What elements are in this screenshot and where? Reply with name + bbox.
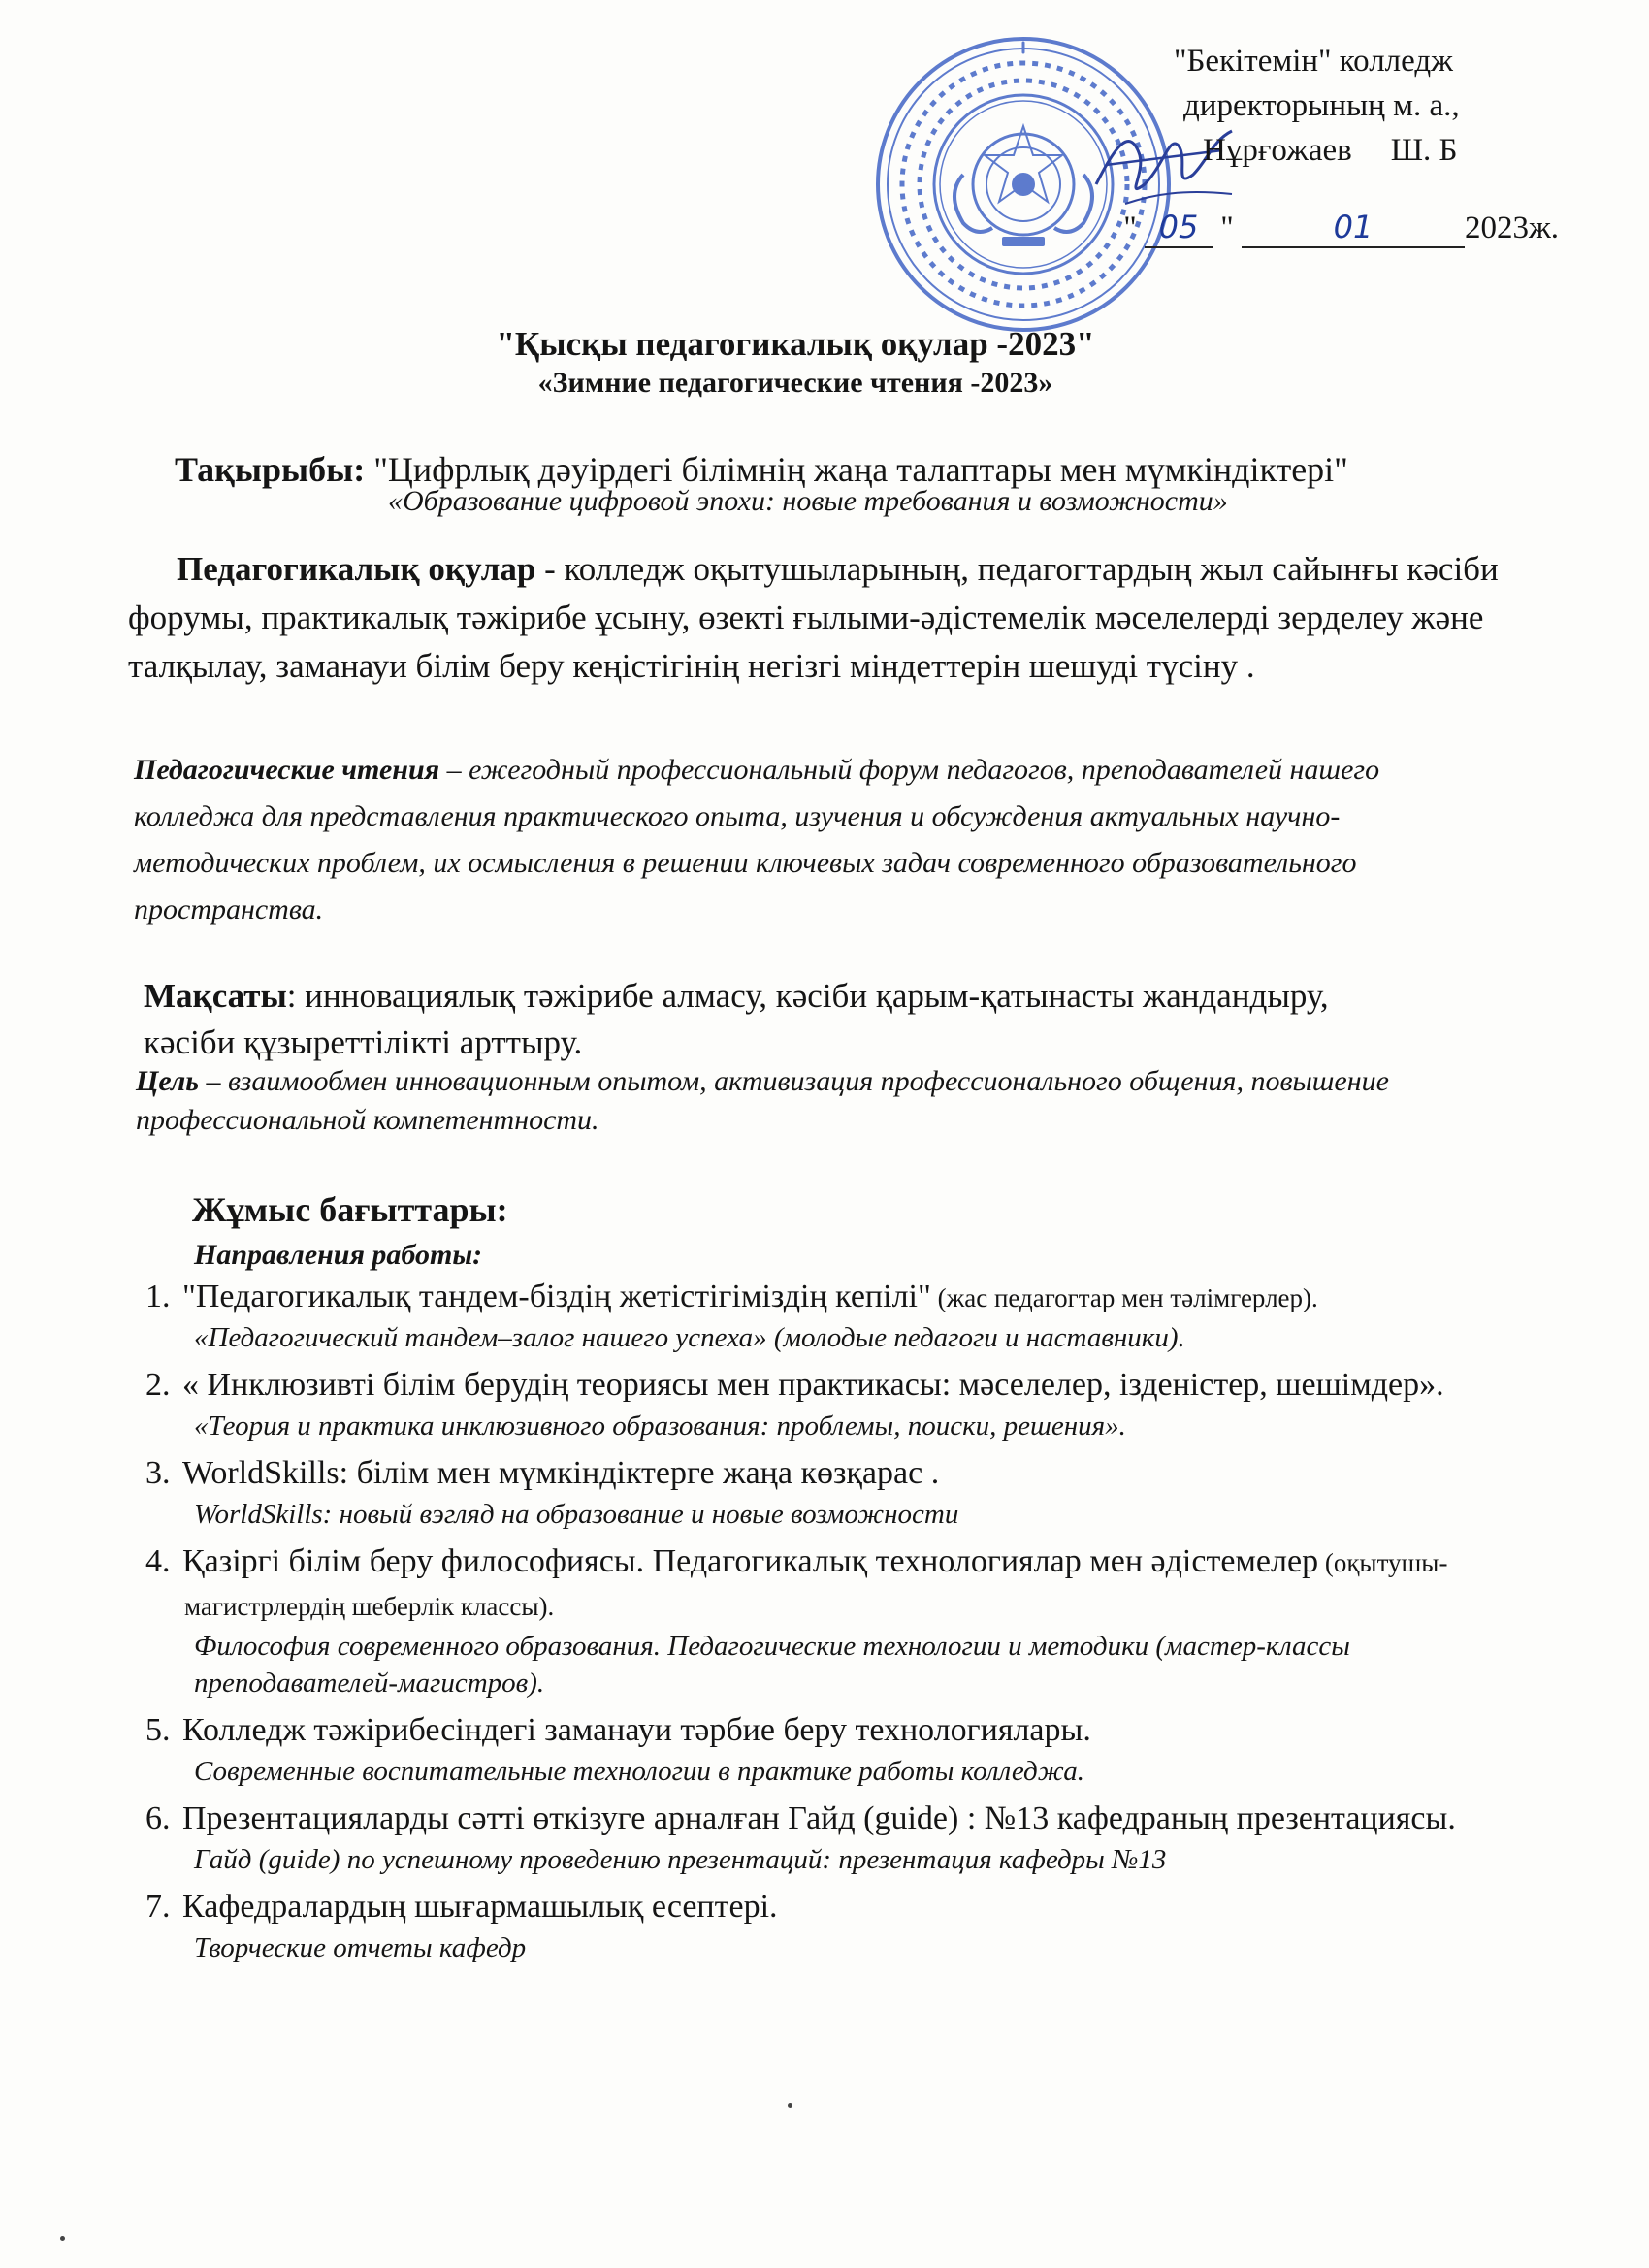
readings-label-russian: Педагогические чтения xyxy=(134,754,440,786)
directions-heading-kazakh: Жұмыс бағыттары: xyxy=(192,1190,508,1229)
direction-item xyxy=(146,1452,1523,1533)
direction-number: 4. xyxy=(146,1543,171,1579)
direction-kazakh xyxy=(146,1886,1523,1929)
direction-russian: Гайд (guide) по успешному проведению презентаций: презентация кафедры №13 xyxy=(194,1844,1167,1875)
directions-heading-russian: Направления работы: xyxy=(194,1239,483,1271)
direction-text-kazakh: "Педагогикалық тандем-біздің жетістігіміздің кепілі" xyxy=(182,1279,931,1314)
direction-text-kazakh: Колледж тәжірибесіндегі заманауи тәрбие беру технологиялары. xyxy=(182,1712,1091,1748)
readings-text-russian: – ежегодный профессиональный форум педагогов, преподавателей нашего колледжа для представления практического опыта, изучения и обсуждения актуальных научно-методических проблем, их осмысления в решении ключевых задач современного образовательного пространства. xyxy=(134,754,1380,925)
direction-item xyxy=(146,1364,1523,1444)
approval-line-3 xyxy=(1203,128,1620,173)
goal-label-russian: Цель xyxy=(136,1065,200,1097)
direction-russian: Творческие отчеты кафедр xyxy=(194,1932,527,1963)
topic-kazakh xyxy=(175,449,1348,490)
readings-text-kazakh: - колледж оқытушыларының, педагогтардың жыл сайынғы кәсіби форумы, практикалық тәжірибе ұсыну, өзекті ғылыми-әдістемелік мәселелерді зерделеу және талқылау, заманауи білім беру кеңістігінің негізгі міндеттерін шешуді түсіну . xyxy=(128,550,1499,685)
date-day: 05 xyxy=(1145,208,1212,248)
date-quote-open: " xyxy=(1123,211,1137,245)
direction-number: 2. xyxy=(146,1367,171,1403)
title-russian: «Зимние педагогические чтения -2023» xyxy=(537,367,1053,399)
direction-kazakh xyxy=(146,1709,1523,1753)
direction-number: 1. xyxy=(146,1279,171,1314)
direction-number: 7. xyxy=(146,1889,171,1925)
direction-text-kazakh: « Инклюзивті білім берудің теориясы мен практикасы: мәселелер, ізденістер, шешімдер». xyxy=(182,1367,1444,1403)
direction-russian: WorldSkills: новый вэгляд на образование и новые возможности xyxy=(194,1499,959,1530)
direction-item xyxy=(146,1540,1523,1701)
topic-label: Тақырыбы: xyxy=(175,450,366,489)
direction-russian: «Педагогический тандем–залог нашего успеха» (молодые педагоги и наставники). xyxy=(194,1322,1185,1353)
readings-label-kazakh: Педагогикалық оқулар xyxy=(177,550,536,588)
directions-list xyxy=(146,1276,1523,1974)
direction-number: 6. xyxy=(146,1800,171,1836)
direction-item xyxy=(146,1886,1523,1966)
readings-definition-russian xyxy=(134,747,1443,933)
direction-kazakh xyxy=(146,1540,1523,1628)
direction-kazakh xyxy=(146,1364,1523,1408)
readings-definition-kazakh xyxy=(128,545,1505,691)
direction-note-kazakh: (жас педагогтар мен тәлімгерлер). xyxy=(930,1283,1318,1312)
direction-russian: Современные воспитательные технологии в практике работы колледжа. xyxy=(194,1756,1085,1787)
direction-item xyxy=(146,1798,1523,1878)
direction-kazakh xyxy=(146,1798,1523,1841)
direction-text-kazakh: Қазіргі білім беру философиясы. Педагогикалық технологиялар мен әдістемелер xyxy=(182,1543,1319,1579)
approval-date xyxy=(1116,206,1620,250)
direction-text-kazakh: Кафедралардың шығармашылық есептері. xyxy=(182,1889,778,1925)
goal-text-kazakh: : инновациялық тәжірибе алмасу, кәсіби қарым-қатынасты жандандыру, кәсіби құзыреттілікті арттыру. xyxy=(144,977,1329,1061)
direction-item xyxy=(146,1276,1523,1356)
date-month: 01 xyxy=(1242,208,1465,248)
direction-text-kazakh: WorldSkills: білім мен мүмкіндіктерге жаңа көзқарас . xyxy=(182,1455,940,1491)
scan-speck xyxy=(60,2236,65,2241)
goal-label-kazakh: Мақсаты xyxy=(144,977,287,1015)
approval-block xyxy=(1116,39,1620,250)
goal-text-russian: – взаимообмен инновационным опытом, активизация профессионального общения, повышение профессиональной компетентности. xyxy=(136,1065,1389,1136)
direction-text-kazakh: Презентацияларды сәтті өткізуге арналған Гайд (guide) : №13 кафедраның презентациясы. xyxy=(182,1800,1456,1836)
direction-number: 3. xyxy=(146,1455,171,1491)
scan-speck xyxy=(788,2103,792,2108)
director-name: Нұрғожаев xyxy=(1203,133,1352,168)
direction-russian: Философия современного образования. Педагогические технологии и методики (мастер-классы преподавателей-магистров). xyxy=(194,1631,1350,1699)
direction-item xyxy=(146,1709,1523,1790)
approval-line-1: "Бекітемін" колледж xyxy=(1174,44,1453,79)
direction-kazakh xyxy=(146,1452,1523,1496)
direction-number: 5. xyxy=(146,1712,171,1748)
direction-note-kazakh: (оқытушы-магистрлердің шеберлік классы). xyxy=(184,1548,1448,1621)
goal-kazakh xyxy=(144,973,1405,1066)
date-quote-close: " xyxy=(1220,211,1234,245)
topic-russian: «Образование цифровой эпохи: новые требования и возможности» xyxy=(388,485,1228,517)
direction-kazakh xyxy=(146,1276,1523,1319)
director-initials: Ш. Б xyxy=(1390,133,1458,168)
title-kazakh: "Қысқы педагогикалық оқулар -2023" xyxy=(496,325,1095,363)
goal-russian xyxy=(136,1062,1426,1140)
topic-text: "Цифрлық дәуірдегі білімнің жаңа талаптары мен мүмкіндіктері" xyxy=(365,450,1348,489)
direction-russian: «Теория и практика инклюзивного образования: проблемы, поиски, решения». xyxy=(194,1410,1126,1442)
date-year: 2023ж. xyxy=(1465,211,1560,245)
approval-line-2: директорының м. а., xyxy=(1183,88,1460,123)
